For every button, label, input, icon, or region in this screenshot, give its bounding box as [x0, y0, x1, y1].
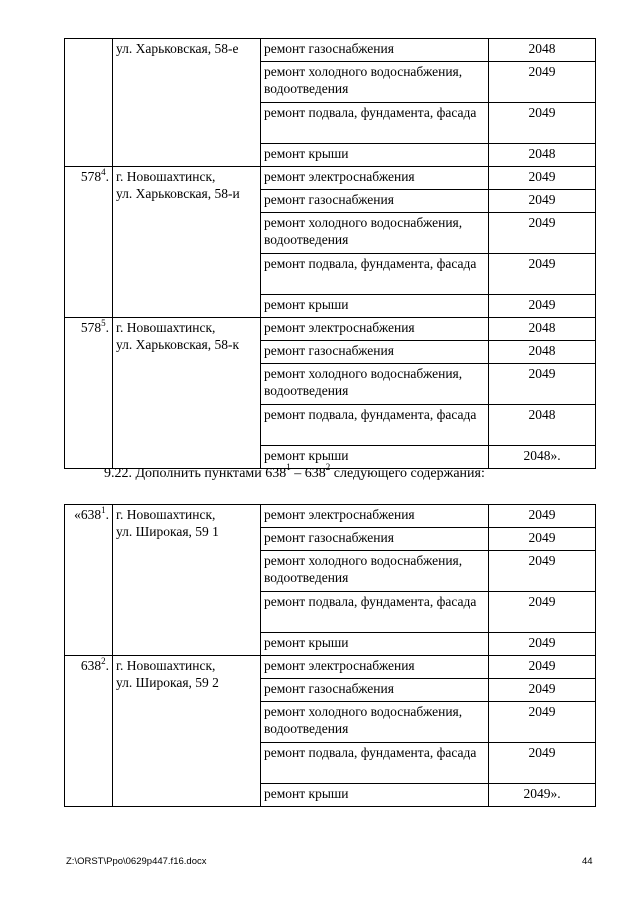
work-type-cell: ремонт холодного водоснабжения, водоотведения: [261, 364, 489, 405]
year-cell: 2049: [489, 592, 596, 633]
year-cell: 2049: [489, 528, 596, 551]
year-cell: 2049: [489, 505, 596, 528]
address-line: ул. Широкая, 59 2: [116, 675, 219, 690]
work-type-cell: ремонт крыши: [261, 633, 489, 656]
address-line: ул. Харьковская, 58-е: [116, 41, 239, 56]
year-cell: 2049: [489, 743, 596, 784]
year-cell: 2049: [489, 190, 596, 213]
work-type-cell: ремонт газоснабжения: [261, 341, 489, 364]
work-type-cell: ремонт подвала, фундамента, фасада: [261, 254, 489, 295]
year-cell: 2049: [489, 295, 596, 318]
year-cell: 2048: [489, 39, 596, 62]
work-type-cell: ремонт холодного водоснабжения, водоотведения: [261, 213, 489, 254]
year-cell: 2049: [489, 364, 596, 405]
item-number: $578^4$.: [65, 167, 113, 318]
year-cell: 2049: [489, 679, 596, 702]
year-cell: 2049: [489, 551, 596, 592]
work-type-cell: ремонт холодного водоснабжения, водоотведения: [261, 702, 489, 743]
work-type-cell: ремонт крыши: [261, 446, 489, 469]
work-type-cell: ремонт электроснабжения: [261, 318, 489, 341]
repair-schedule-table-2: [64, 504, 596, 807]
year-cell: 2049: [489, 633, 596, 656]
year-cell: 2049».: [489, 784, 596, 807]
work-type-cell: ремонт крыши: [261, 784, 489, 807]
work-type-cell: ремонт газоснабжения: [261, 39, 489, 62]
year-cell: 2048».: [489, 446, 596, 469]
work-type-cell: ремонт холодного водоснабжения, водоотведения: [261, 62, 489, 103]
item-number: [65, 39, 113, 167]
address-line: г. Новошахтинск,: [116, 507, 216, 522]
year-cell: 2048: [489, 318, 596, 341]
year-cell: 2048: [489, 341, 596, 364]
work-type-cell: ремонт электроснабжения: [261, 505, 489, 528]
year-cell: 2049: [489, 702, 596, 743]
work-type-cell: ремонт подвала, фундамента, фасада: [261, 103, 489, 144]
item-number: $638^2$.: [65, 656, 113, 807]
address-cell: [113, 39, 261, 167]
address-cell: [113, 505, 261, 656]
year-cell: 2048: [489, 405, 596, 446]
work-type-cell: ремонт крыши: [261, 144, 489, 167]
year-cell: 2049: [489, 62, 596, 103]
work-type-cell: ремонт подвала, фундамента, фасада: [261, 405, 489, 446]
year-cell: 2049: [489, 656, 596, 679]
work-type-cell: ремонт холодного водоснабжения, водоотведения: [261, 551, 489, 592]
address-line: г. Новошахтинск,: [116, 320, 216, 335]
work-type-cell: ремонт подвала, фундамента, фасада: [261, 592, 489, 633]
footer-file-path: Z:\ORST\Ppo\0629p447.f16.docx: [66, 856, 207, 867]
work-type-cell: ремонт крыши: [261, 295, 489, 318]
work-type-cell: ремонт подвала, фундамента, фасада: [261, 743, 489, 784]
table-row: [65, 167, 596, 190]
item-number: «$638^1$.: [65, 505, 113, 656]
table-row: [65, 39, 596, 62]
year-cell: 2048: [489, 144, 596, 167]
work-type-cell: ремонт электроснабжения: [261, 167, 489, 190]
address-cell: [113, 167, 261, 318]
address-line: г. Новошахтинск,: [116, 658, 216, 673]
year-cell: 2049: [489, 213, 596, 254]
item-number: $578^5$.: [65, 318, 113, 469]
work-type-cell: ремонт газоснабжения: [261, 528, 489, 551]
address-line: ул. Харьковская, 58-и: [116, 186, 240, 201]
address-line: ул. Харьковская, 58-к: [116, 337, 240, 352]
year-cell: 2049: [489, 167, 596, 190]
table-row: [65, 505, 596, 528]
address-cell: [113, 656, 261, 807]
work-type-cell: ремонт газоснабжения: [261, 190, 489, 213]
table-row: [65, 318, 596, 341]
address-cell: [113, 318, 261, 469]
page-number: 44: [582, 856, 593, 867]
work-type-cell: ремонт электроснабжения: [261, 656, 489, 679]
work-type-cell: ремонт газоснабжения: [261, 679, 489, 702]
address-line: г. Новошахтинск,: [116, 169, 216, 184]
address-line: ул. Широкая, 59 1: [116, 524, 219, 539]
amendment-heading: 9.22. Дополнить пунктами $638^1 - 638^2$ следующего содержания:: [104, 462, 485, 481]
year-cell: 2049: [489, 103, 596, 144]
table-row: [65, 656, 596, 679]
repair-schedule-table-1: [64, 38, 596, 469]
year-cell: 2049: [489, 254, 596, 295]
